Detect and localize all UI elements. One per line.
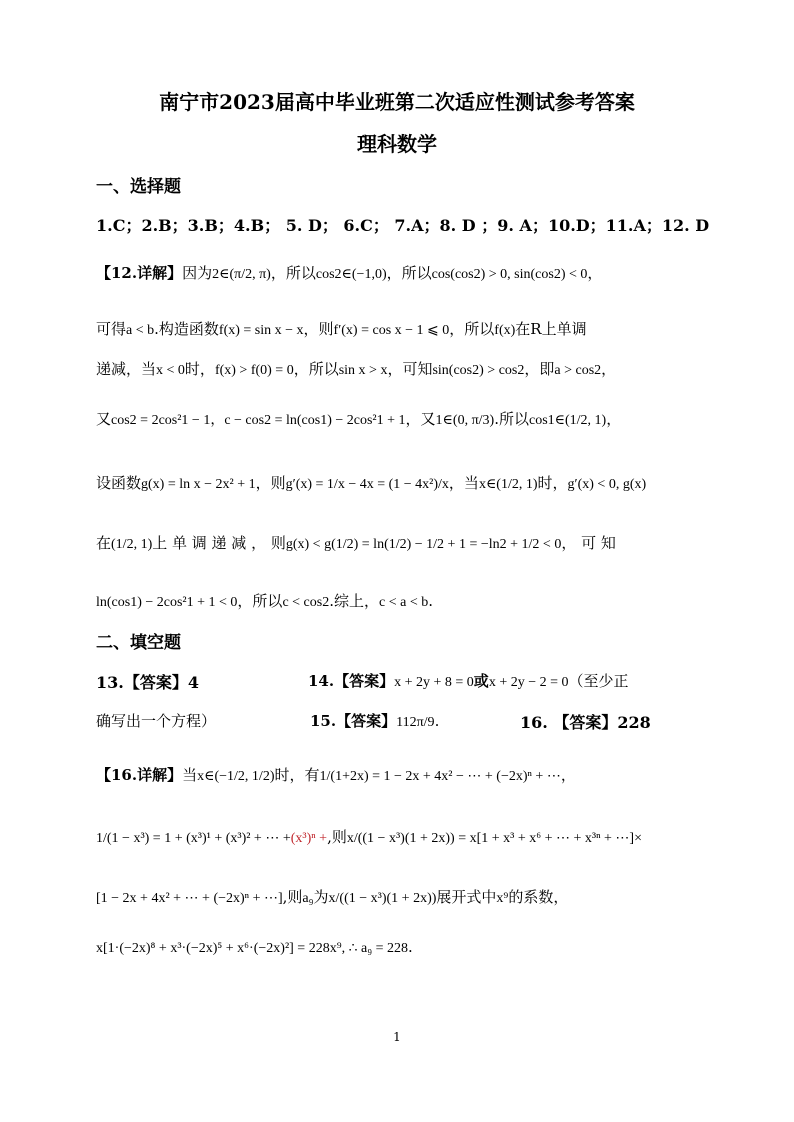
q12-line-4: 又cos2 = 2cos²1 − 1，c − cos2 = ln(cos1) − 2cos²1 + 1，又1∈(0, π/3).所以cos1∈(1/2, 1)，: [96, 410, 622, 428]
q16-line-1: 【16.详解】当x∈(−1/2, 1/2)时，有1/(1+2x) = 1 − 2x + 4x² − ⋯ + (−2x)ⁿ + ⋯，: [96, 766, 576, 784]
math: 2∈(π/2, π): [212, 267, 271, 282]
math: a < b: [126, 323, 155, 338]
page-number: 1: [393, 1030, 401, 1044]
q16-label: 【16.详解】: [96, 766, 183, 784]
math: g(x) < g(1/2) = ln(1/2) − 1/2 + 1 = −ln2 + 1/2 < 0: [285, 537, 562, 552]
q16-line-3: [1 − 2x + 4x² + ⋯ + (−2x)ⁿ + ⋯],则a₉为x/((1 − x³)(1 + 2x))展开式中x⁹的系数，: [96, 888, 569, 906]
page-subtitle: 理科数学: [357, 132, 437, 156]
q16-line-2: 1/(1 − x³) = 1 + (x³)¹ + (x³)² + ⋯ +(x³)ⁿ +,则x/((1 − x³)(1 + 2x)) = x[1 + x³ + x⁶ + ⋯ + x³ⁿ + ⋯]×: [96, 828, 642, 846]
math: x⁹: [496, 891, 509, 906]
q12-line-3: 递减，当x < 0时，f(x) > f(0) = 0，所以sin x > x，可知sin(cos2) > cos2，即a > cos2，: [96, 360, 617, 378]
answer-15: 15.【答案】112π/9.: [310, 712, 440, 730]
math: c < cos2: [282, 595, 330, 610]
math: 1/(1+2x) = 1 − 2x + 4x² − ⋯ + (−2x)ⁿ + ⋯: [319, 769, 561, 784]
math: sin(cos2) > cos2: [432, 363, 525, 378]
page-title: 南宁市2023届高中毕业班第二次适应性测试参考答案: [159, 90, 635, 114]
math: ln(cos1) − 2cos²1 + 1 < 0: [96, 595, 238, 610]
math: x + 2y − 2 = 0: [488, 675, 569, 690]
q12-line-7: ln(cos1) − 2cos²1 + 1 < 0，所以c < cos2.综上，c < a < b.: [96, 592, 433, 610]
math: (1/2, 1): [111, 537, 153, 552]
section-heading-choice: 一、选择题: [96, 177, 181, 197]
q16-line-4: x[1·(−2x)⁸ + x³·(−2x)⁵ + x⁶·(−2x)²] = 228x⁹, ∴ a₉ = 228.: [96, 938, 413, 956]
math: cos2 = 2cos²1 − 1，c − cos2 = ln(cos1) − 2cos²1 + 1: [111, 413, 406, 428]
section-heading-fill: 二、填空题: [96, 633, 181, 653]
q12-line-1: 【12.详解】因为2∈(π/2, π)，所以cos2∈(−1,0)，所以cos(cos2) > 0, sin(cos2) < 0，: [96, 264, 603, 282]
math: cos2∈(−1,0): [315, 267, 387, 282]
math: [1 − 2x + 4x² + ⋯ + (−2x)ⁿ + ⋯]: [96, 891, 283, 906]
math: sin x > x: [338, 363, 388, 378]
math: f′(x) = cos x − 1 ⩽ 0: [333, 323, 450, 338]
math: a > cos2: [554, 363, 602, 378]
q12-line-6: 在(1/2, 1)上 单 调 递 减 ， 则g(x) < g(1/2) = ln(1/2) − 1/2 + 1 = −ln2 + 1/2 < 0， 可 知: [96, 534, 616, 552]
math: x/((1 − x³)(1 + 2x)) = x[1 + x³ + x⁶ + ⋯ + x³ⁿ + ⋯]×: [346, 831, 642, 846]
math: g′(x) < 0, g(x): [567, 477, 647, 492]
math: 112π/9: [396, 715, 435, 730]
q12-label: 【12.详解】: [96, 264, 183, 282]
math: cos1∈(1/2, 1): [528, 413, 607, 428]
math: 1∈(0, π/3): [435, 413, 495, 428]
math: 1/(1 − x³) = 1 + (x³)¹ + (x³)² + ⋯ +: [96, 831, 291, 846]
math: x < 0: [156, 363, 185, 378]
math: a₉: [302, 891, 314, 906]
math: x/((1 − x³)(1 + 2x)): [328, 891, 437, 906]
math: f(x) > f(0) = 0: [214, 363, 294, 378]
answer-13: 13.【答案】4: [96, 673, 199, 692]
math: x[1·(−2x)⁸ + x³·(−2x)⁵ + x⁶·(−2x)²] = 228x⁹, ∴ a₉ = 228: [96, 941, 408, 956]
math: f(x): [494, 323, 516, 338]
q12-line-5: 设函数g(x) = ln x − 2x² + 1，则g′(x) = 1/x − 4x = (1 − 4x²)/x，当x∈(1/2, 1)时，g′(x) < 0, g(x): [96, 474, 647, 492]
math: x∈(1/2, 1): [478, 477, 538, 492]
math-highlight: (x³)ⁿ +: [290, 831, 328, 846]
math: g(x) = ln x − 2x² + 1: [141, 477, 256, 492]
math: x + 2y + 8 = 0: [394, 675, 474, 690]
answer-14: 14.【答案】x + 2y + 8 = 0或x + 2y − 2 = 0（至少正: [308, 672, 629, 690]
math: cos(cos2) > 0, sin(cos2) < 0: [431, 267, 588, 282]
answer-14-note: 确写出一个方程）: [96, 712, 217, 730]
math: f(x) = sin x − x: [218, 323, 304, 338]
math: x∈(−1/2, 1/2): [197, 769, 275, 784]
math: c < a < b: [379, 595, 429, 610]
q12-line-2: 可得a < b.构造函数f(x) = sin x − x，则f′(x) = cos x − 1 ⩽ 0，所以f(x)在R上单调: [96, 320, 587, 338]
math: g′(x) = 1/x − 4x = (1 − 4x²)/x: [285, 477, 449, 492]
answer-16: 16. 【答案】228: [520, 713, 651, 732]
choice-answers: 1.C；2.B；3.B；4.B； 5. D； 6.C； 7.A；8. D ；9. A；10.D；11.A；12. D: [96, 216, 710, 235]
